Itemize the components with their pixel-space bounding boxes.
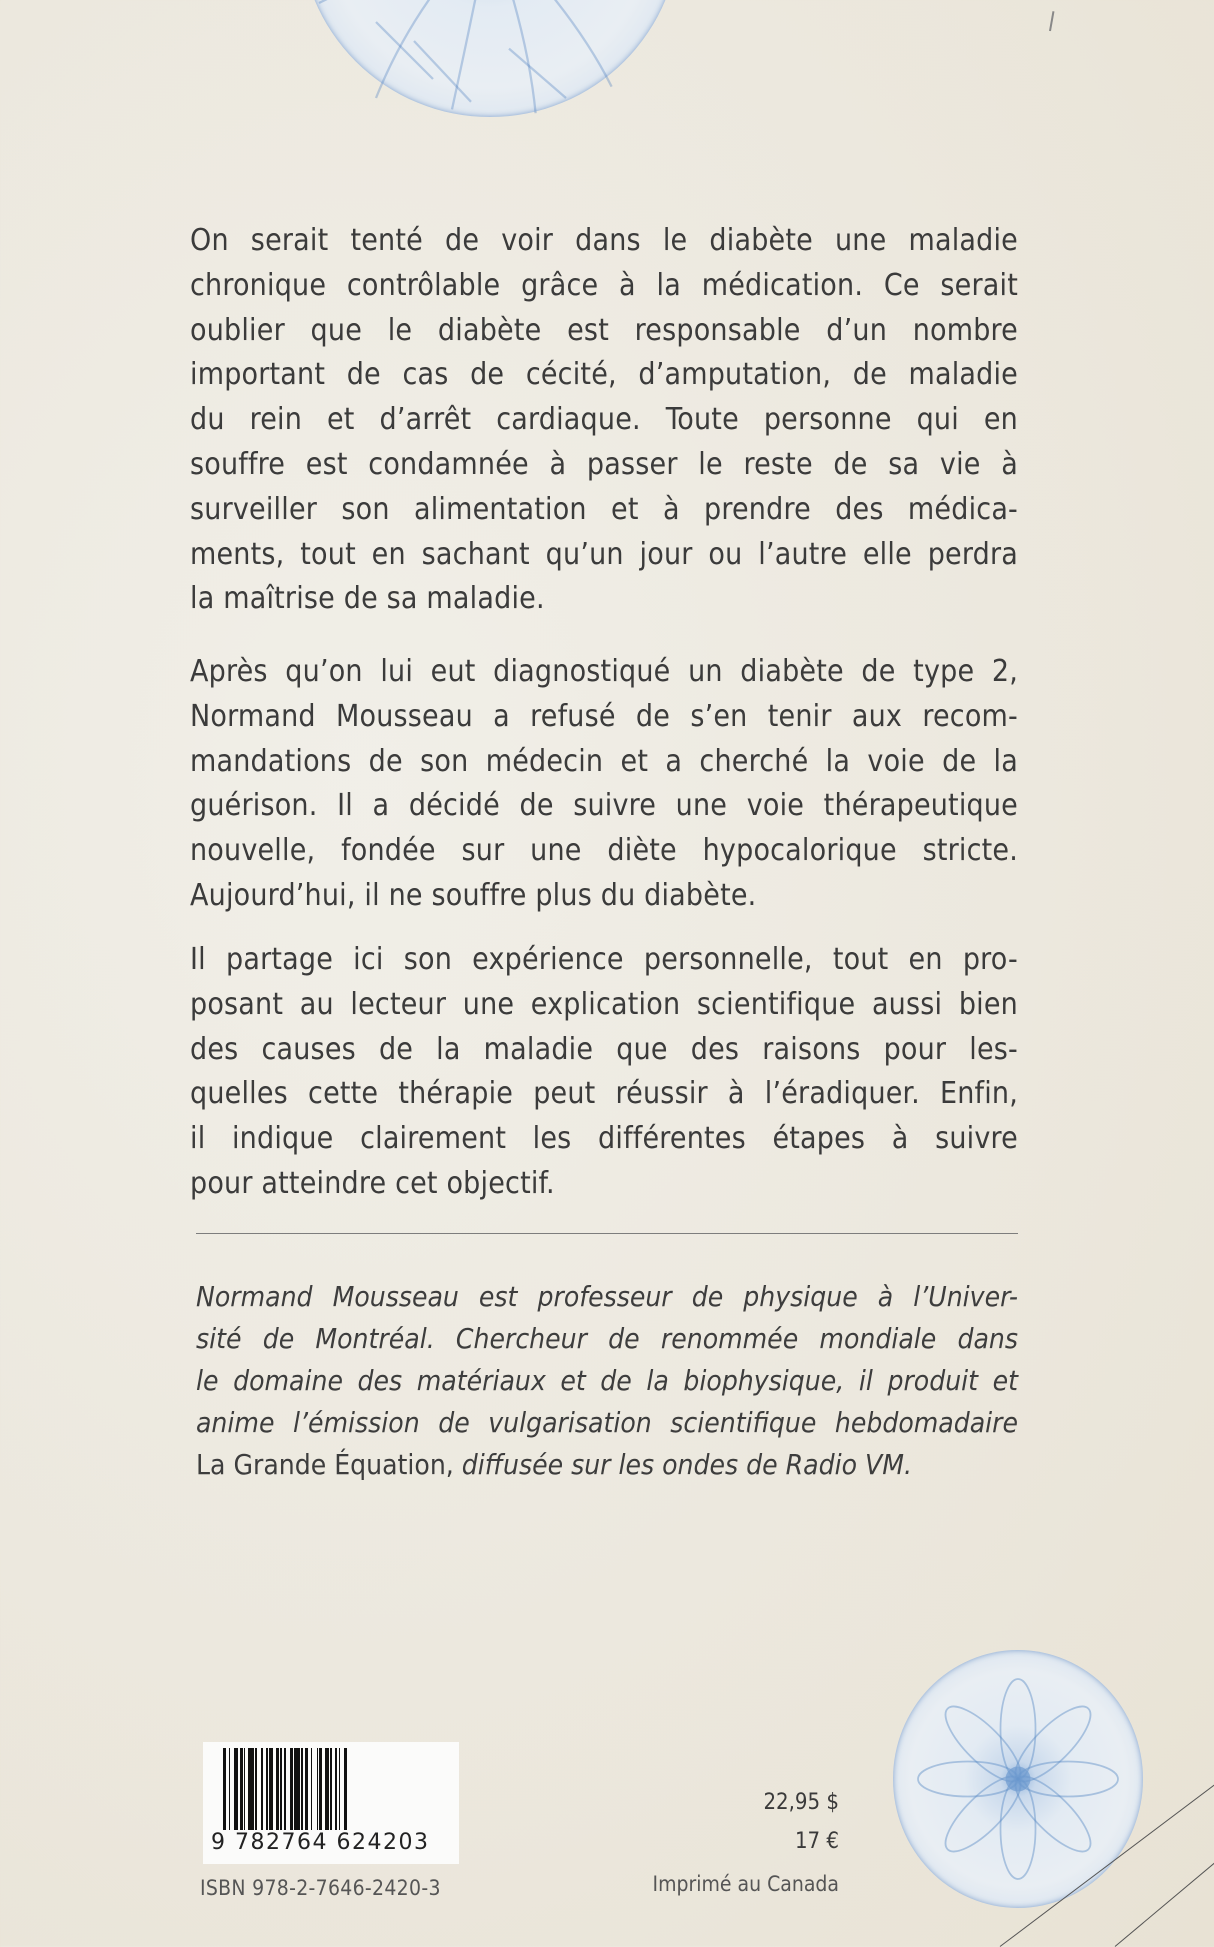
text-line: mandations de son médecin et a cherché la voie de la <box>190 743 1018 779</box>
text-line: souffre est condamnée à passer le reste de sa vie à <box>190 446 1018 482</box>
price-eur: 17 € <box>794 1829 839 1854</box>
blurb-paragraph-1 <box>190 219 1018 622</box>
text-line: oublier que le diabète est responsable d’un nombre <box>190 312 1018 348</box>
text-line: chronique contrôlable grâce à la médication. Ce serait <box>190 267 1018 303</box>
blurb-paragraph-3 <box>190 938 1018 1207</box>
scratch-line <box>1049 11 1054 31</box>
top-blue-circle-icon <box>300 0 680 117</box>
barcode-bar <box>347 1748 348 1830</box>
text-line: pour atteindre cet objectif. <box>190 1165 555 1201</box>
fractal-pattern-icon <box>300 0 680 117</box>
text-line: quelles cette thérapie peut réussir à l’éradiquer. Enfin, <box>190 1076 1018 1112</box>
bio-line: le domaine des matériaux et de la biophysique, il produit et <box>196 1364 1018 1397</box>
text-line: ments, tout en sachant qu’un jour ou l’autre elle perdra <box>190 536 1018 572</box>
text-line: Aujourd’hui, il ne souffre plus du diabète. <box>190 877 757 913</box>
text-line: guérison. Il a décidé de suivre une voie thérapeutique <box>190 788 1018 824</box>
text-line: posant au lecteur une explication scientifique aussi bien <box>190 986 1018 1022</box>
text-line: Il partage ici son expérience personnelle, tout en pro- <box>190 942 1018 977</box>
text-line: la maîtrise de sa maladie. <box>190 581 545 617</box>
text-line: du rein et d’arrêt cardiaque. Toute personne qui en <box>190 402 1018 438</box>
text-line: Normand Mousseau a refusé de s’en tenir aux recom- <box>190 698 1018 734</box>
price-cad: 22,95 $ <box>763 1790 839 1815</box>
section-divider <box>196 1233 1018 1234</box>
printed-in-label: Imprimé au Canada <box>652 1872 839 1896</box>
text-line: Après qu’on lui eut diagnostiqué un diabète de type 2, <box>190 654 1018 689</box>
bottom-blue-circle-icon <box>893 1650 1143 1908</box>
bio-line: Normand Mousseau est professeur de physique à l’Univer- <box>196 1280 1018 1313</box>
text-line: On serait tenté de voir dans le diabète une maladie <box>190 223 1018 258</box>
isbn-text: ISBN 978-2-7646-2420-3 <box>200 1876 441 1900</box>
bio-line: anime l’émission de vulgarisation scientifique hebdomadaire <box>196 1406 1018 1439</box>
blurb-paragraph-2 <box>190 650 1018 919</box>
show-title: La Grande Équation, <box>196 1448 454 1481</box>
text-line: il indique clairement les différentes étapes à suivre <box>190 1121 1018 1157</box>
barcode-digits: 9 782764 624203 <box>211 1830 430 1855</box>
text-line: des causes de la maladie que des raisons pour les- <box>190 1031 1018 1067</box>
text-line: important de cas de cécité, d’amputation, de maladie <box>190 357 1018 393</box>
bio-line <box>196 1444 1018 1486</box>
barcode-icon <box>223 1748 433 1830</box>
bio-line: sité de Montréal. Chercheur de renommée mondiale dans <box>196 1322 1018 1355</box>
text-line: nouvelle, fondée sur une diète hypocalorique stricte. <box>190 833 1018 869</box>
broadcast-info: diffusée sur les ondes de Radio VM. <box>453 1448 912 1481</box>
isbn-barcode <box>203 1742 459 1864</box>
text-line: surveiller son alimentation et à prendre des médica- <box>190 491 1018 527</box>
author-bio <box>196 1276 1018 1486</box>
flower-pattern-icon <box>893 1650 1143 1908</box>
